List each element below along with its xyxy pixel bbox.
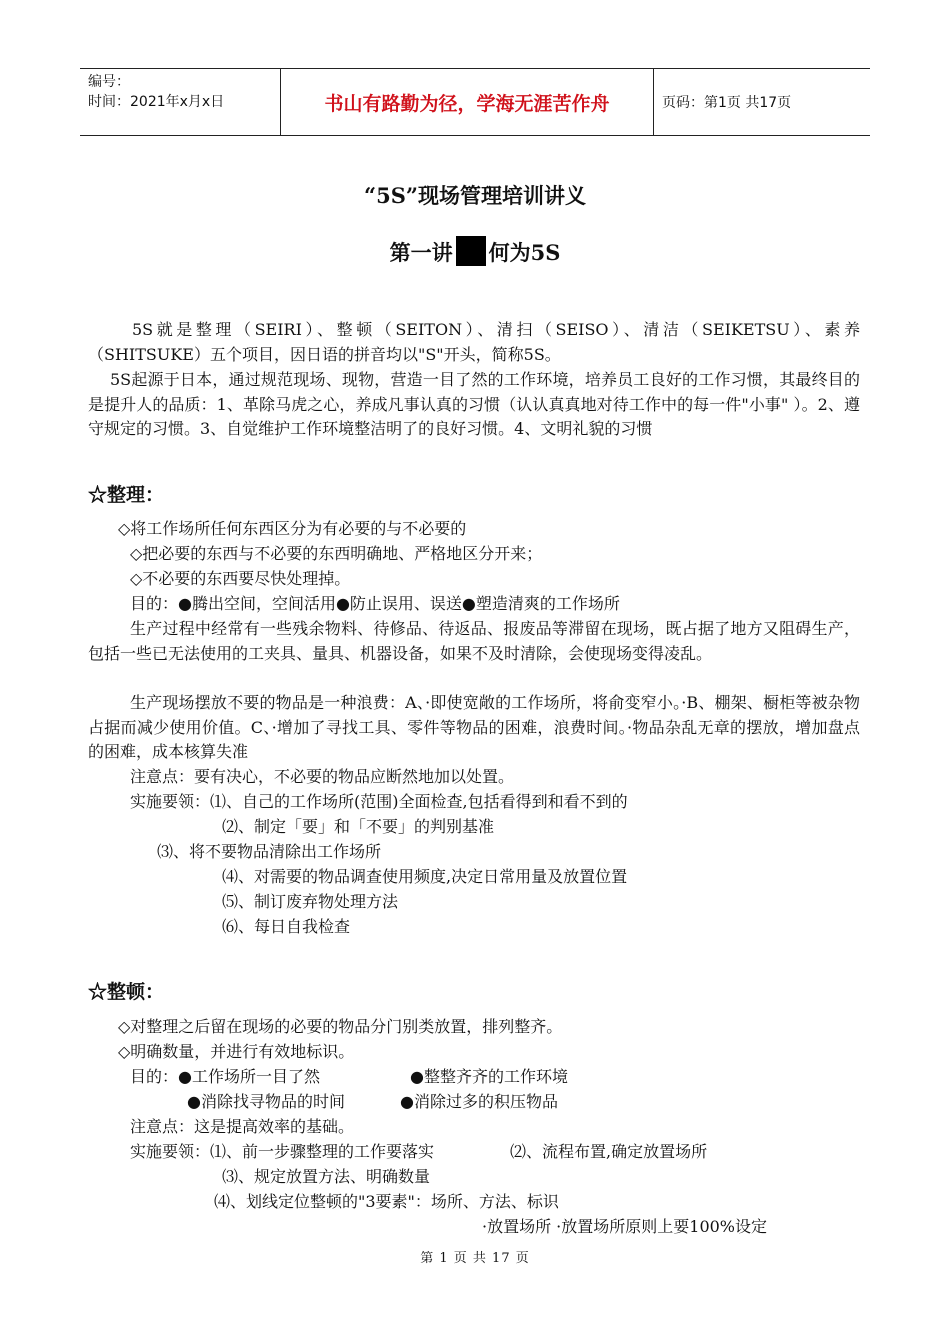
seiton-step-4: ⑷、划线定位整顿的"3要素"：场所、方法、标识 (214, 1192, 559, 1211)
header-page-info: 页码：第1页 共17页 (662, 95, 792, 111)
seiri-step-3: ⑶、将不要物品清除出工作场所 (157, 842, 382, 861)
seiri-bullet-1: ◇将工作场所任何东西区分为有必要的与不必要的 (118, 519, 467, 538)
seiri-bullet-2: ◇把必要的东西与不必要的东西明确地、严格地区分开来； (130, 544, 543, 563)
intro-paragraph-2: 5S起源于日本，通过规范现场、现物，营造一目了然的工作环境，培养员工良好的工作习惯，其最终目的是提升人的品质：1、革除马虎之心，养成凡事认真的习惯（认认真真地对待工作中的每一件"小事" ）。2、遵守规定的习惯。3、自觉维护工作环境整洁明了的良好习惯。4、文明礼貌的习惯 (88, 370, 860, 439)
lecture-title (0, 236, 950, 267)
lecture-suffix: 何为5S (488, 240, 561, 265)
seiton-step-2: ⑵、流程布置,确定放置场所 (510, 1142, 708, 1161)
seiri-note: 注意点：要有决心，不必要的物品应断然地加以处置。 (130, 767, 515, 786)
seiri-step-4: ⑷、对需要的物品调查使用频度,决定日常用量及放置位置 (222, 867, 628, 886)
number-label: 编号： (88, 74, 130, 90)
seiton-step-1: 实施要领：⑴、前一步骤整理的工作要落实 (130, 1142, 435, 1161)
document-title: “5S”现场管理培训讲义 (364, 183, 586, 208)
time-label: 时间：2021年x月x日 (88, 94, 225, 110)
seiton-purpose-2: ●整整齐齐的工作环境 (410, 1067, 568, 1086)
seiton-purpose-3: ●消除找寻物品的时间 (187, 1092, 345, 1111)
seiton-step-3: ⑶、规定放置方法、明确数量 (222, 1167, 431, 1186)
document-header (80, 68, 870, 136)
seiri-step-6: ⑹、每日自我检查 (222, 917, 351, 936)
header-meta (80, 69, 280, 135)
seiton-note: 注意点：这是提高效率的基础。 (130, 1117, 355, 1136)
seiton-bullet-1: ◇对整理之后留在现场的必要的物品分门别类放置，排列整齐。 (118, 1017, 563, 1036)
seiton-step-5: ·放置场所 ·放置场所原则上要100%设定 (482, 1217, 768, 1236)
intro-paragraph-1: 5S就是整理（SEIRI）、整顿（SEITON）、清扫（SEISO）、清洁（SEIKETSU）、素养（SHITSUKE）五个项目，因日语的拼音均以"S"开头，简称5S。 (88, 320, 860, 364)
seiri-paragraph-1: 生产过程中经常有一些残余物料、待修品、待返品、报废品等滞留在现场，既占据了地方又阻碍生产，包括一些已无法使用的工夹具、量具、机器设备，如果不及时清除，会使现场变得凌乱。 (88, 619, 860, 663)
seiri-step-1: 实施要领：⑴、自己的工作场所(范围)全面检查,包括看得到和看不到的 (130, 792, 628, 811)
seiri-bullet-3: ◇不必要的东西要尽快处理掉。 (130, 569, 351, 588)
seiton-purpose-1: 目的：●工作场所一目了然 (130, 1067, 320, 1086)
header-motto: 书山有路勤为径，学海无涯苦作舟 (280, 69, 654, 135)
seiri-step-5: ⑸、制订废弃物处理方法 (222, 892, 399, 911)
seiri-step-2: ⑵、制定「要」和「不要」的判别基准 (222, 817, 495, 836)
black-square-mark (456, 236, 486, 266)
page-footer: 第 1 页 共 17 页 (420, 1251, 530, 1266)
section-heading-seiton: ☆整顿： (88, 981, 165, 1003)
section-heading-seiri: ☆整理： (88, 484, 165, 506)
seiton-purpose-4: ●消除过多的积压物品 (400, 1092, 558, 1111)
seiri-paragraph-2: 生产现场摆放不要的物品是一种浪费：A、·即使宽敞的工作场所，将俞变窄小。·B、棚架、橱柜等被杂物占据而减少使用价值。C、·增加了寻找工具、零件等物品的困难，浪费时间。·物品杂乱无章的摆放，增加盘点的困难，成本核算失准 (88, 693, 860, 762)
lecture-prefix: 第一讲 (389, 240, 453, 265)
seiton-bullet-2: ◇明确数量，并进行有效地标识。 (118, 1042, 355, 1061)
seiri-purpose: 目的：●腾出空间，空间活用●防止误用、误送●塑造清爽的工作场所 (130, 594, 620, 613)
